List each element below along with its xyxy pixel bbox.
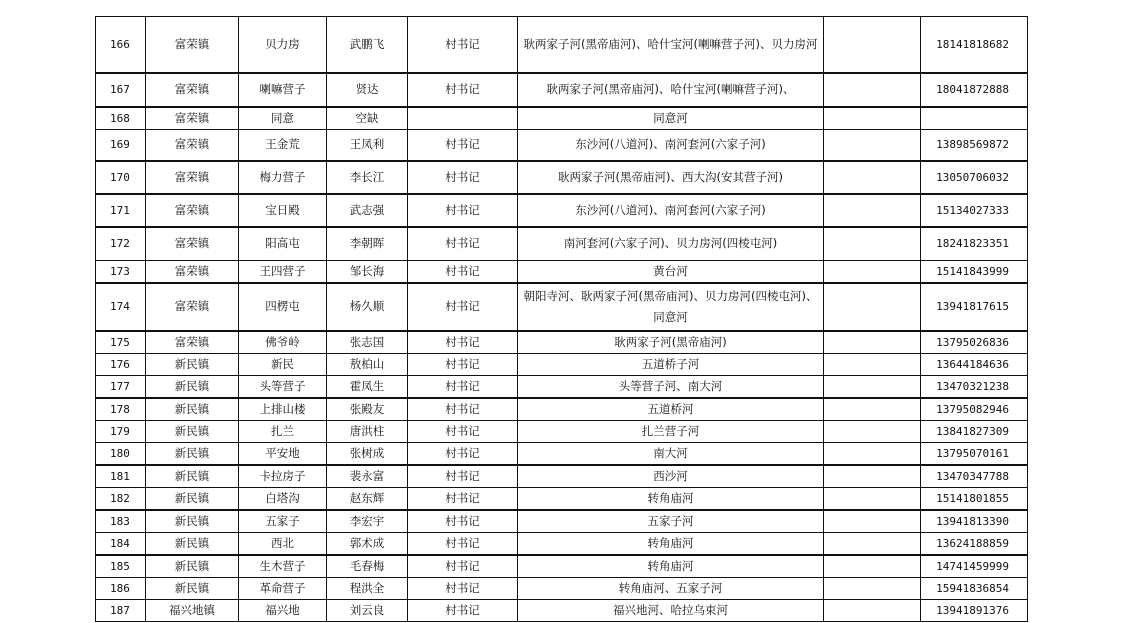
note-cell bbox=[824, 487, 921, 510]
town-cell: 新民镇 bbox=[146, 420, 239, 442]
note-cell bbox=[824, 599, 921, 621]
table-body bbox=[96, 17, 1028, 622]
position-cell: 村书记 bbox=[408, 555, 518, 578]
rivers-cell: 头等营子河、南大河 bbox=[518, 375, 824, 398]
note-cell bbox=[824, 532, 921, 555]
phone-cell: 13898569872 bbox=[921, 129, 1028, 161]
town-cell: 新民镇 bbox=[146, 555, 239, 578]
position-cell: 村书记 bbox=[408, 577, 518, 599]
village-cell: 贝力房 bbox=[239, 17, 327, 73]
table-row bbox=[96, 283, 1028, 331]
town-cell: 新民镇 bbox=[146, 442, 239, 465]
table-row bbox=[96, 420, 1028, 442]
position-cell: 村书记 bbox=[408, 442, 518, 465]
row-number: 187 bbox=[96, 599, 146, 621]
town-cell: 新民镇 bbox=[146, 375, 239, 398]
rivers-cell: 耿两家子河(黑帝庙河) bbox=[518, 331, 824, 354]
note-cell bbox=[824, 283, 921, 331]
rivers-cell: 耿两家子河(黑帝庙河)、西大沟(安其营子河) bbox=[518, 161, 824, 194]
phone-cell bbox=[921, 107, 1028, 130]
rivers-cell: 福兴地河、哈拉乌束河 bbox=[518, 599, 824, 621]
position-cell: 村书记 bbox=[408, 599, 518, 621]
name-cell: 李朝晖 bbox=[327, 227, 408, 260]
row-number: 180 bbox=[96, 442, 146, 465]
note-cell bbox=[824, 353, 921, 375]
position-cell: 村书记 bbox=[408, 194, 518, 227]
town-cell: 新民镇 bbox=[146, 532, 239, 555]
row-number: 171 bbox=[96, 194, 146, 227]
position-cell bbox=[408, 107, 518, 130]
table-row bbox=[96, 73, 1028, 107]
name-cell: 邹长海 bbox=[327, 260, 408, 283]
table-row bbox=[96, 510, 1028, 533]
phone-cell: 13941817615 bbox=[921, 283, 1028, 331]
rivers-cell: 耿两家子河(黑帝庙河)、哈什宝河(喇嘛营子河)、贝力房河 bbox=[518, 17, 824, 73]
row-number: 166 bbox=[96, 17, 146, 73]
name-cell: 武鹏飞 bbox=[327, 17, 408, 73]
note-cell bbox=[824, 577, 921, 599]
row-number: 167 bbox=[96, 73, 146, 107]
row-number: 176 bbox=[96, 353, 146, 375]
position-cell: 村书记 bbox=[408, 17, 518, 73]
name-cell: 霍凤生 bbox=[327, 375, 408, 398]
rivers-cell: 五道桥河 bbox=[518, 398, 824, 421]
rivers-cell: 转角庙河、五家子河 bbox=[518, 577, 824, 599]
phone-cell: 13795070161 bbox=[921, 442, 1028, 465]
name-cell: 王凤利 bbox=[327, 129, 408, 161]
table-row bbox=[96, 353, 1028, 375]
village-cell: 革命营子 bbox=[239, 577, 327, 599]
table-row bbox=[96, 129, 1028, 161]
village-cell: 平安地 bbox=[239, 442, 327, 465]
village-cell: 新民 bbox=[239, 353, 327, 375]
position-cell: 村书记 bbox=[408, 398, 518, 421]
note-cell bbox=[824, 107, 921, 130]
row-number: 179 bbox=[96, 420, 146, 442]
village-cell: 同意 bbox=[239, 107, 327, 130]
note-cell bbox=[824, 442, 921, 465]
table-row bbox=[96, 260, 1028, 283]
town-cell: 新民镇 bbox=[146, 510, 239, 533]
name-cell: 空缺 bbox=[327, 107, 408, 130]
rivers-cell: 黄台河 bbox=[518, 260, 824, 283]
note-cell bbox=[824, 161, 921, 194]
position-cell: 村书记 bbox=[408, 510, 518, 533]
name-cell: 裴永富 bbox=[327, 465, 408, 488]
table-row bbox=[96, 555, 1028, 578]
table-row bbox=[96, 227, 1028, 260]
phone-cell: 15141843999 bbox=[921, 260, 1028, 283]
rivers-cell: 朝阳寺河、耿两家子河(黑帝庙河)、贝力房河(四棱屯河)、同意河 bbox=[518, 283, 824, 331]
position-cell: 村书记 bbox=[408, 161, 518, 194]
town-cell: 富荣镇 bbox=[146, 194, 239, 227]
row-number: 177 bbox=[96, 375, 146, 398]
note-cell bbox=[824, 227, 921, 260]
rivers-cell: 转角庙河 bbox=[518, 555, 824, 578]
rivers-cell: 转角庙河 bbox=[518, 532, 824, 555]
phone-cell: 18141818682 bbox=[921, 17, 1028, 73]
position-cell: 村书记 bbox=[408, 331, 518, 354]
row-number: 175 bbox=[96, 331, 146, 354]
note-cell bbox=[824, 73, 921, 107]
village-cell: 卡拉房子 bbox=[239, 465, 327, 488]
row-number: 174 bbox=[96, 283, 146, 331]
name-cell: 杨久顺 bbox=[327, 283, 408, 331]
village-cell: 五家子 bbox=[239, 510, 327, 533]
table-row bbox=[96, 398, 1028, 421]
phone-cell: 13050706032 bbox=[921, 161, 1028, 194]
name-cell: 唐洪柱 bbox=[327, 420, 408, 442]
town-cell: 新民镇 bbox=[146, 577, 239, 599]
village-cell: 白塔沟 bbox=[239, 487, 327, 510]
town-cell: 富荣镇 bbox=[146, 331, 239, 354]
rivers-cell: 西沙河 bbox=[518, 465, 824, 488]
name-cell: 武志强 bbox=[327, 194, 408, 227]
phone-cell: 15134027333 bbox=[921, 194, 1028, 227]
note-cell bbox=[824, 194, 921, 227]
position-cell: 村书记 bbox=[408, 129, 518, 161]
table-row bbox=[96, 194, 1028, 227]
row-number: 172 bbox=[96, 227, 146, 260]
phone-cell: 14741459999 bbox=[921, 555, 1028, 578]
table-row bbox=[96, 599, 1028, 621]
phone-cell: 13624188859 bbox=[921, 532, 1028, 555]
position-cell: 村书记 bbox=[408, 487, 518, 510]
note-cell bbox=[824, 420, 921, 442]
phone-cell: 13795026836 bbox=[921, 331, 1028, 354]
town-cell: 新民镇 bbox=[146, 487, 239, 510]
name-cell: 李长江 bbox=[327, 161, 408, 194]
table-row bbox=[96, 577, 1028, 599]
rivers-cell: 同意河 bbox=[518, 107, 824, 130]
name-cell: 贤达 bbox=[327, 73, 408, 107]
row-number: 170 bbox=[96, 161, 146, 194]
phone-cell: 15141801855 bbox=[921, 487, 1028, 510]
rivers-cell: 东沙河(八道河)、南河套河(六家子河) bbox=[518, 129, 824, 161]
name-cell: 张殿友 bbox=[327, 398, 408, 421]
phone-cell: 13941891376 bbox=[921, 599, 1028, 621]
table-row bbox=[96, 487, 1028, 510]
village-cell: 生木营子 bbox=[239, 555, 327, 578]
row-number: 182 bbox=[96, 487, 146, 510]
rivers-cell: 东沙河(八道河)、南河套河(六家子河) bbox=[518, 194, 824, 227]
village-cell: 西北 bbox=[239, 532, 327, 555]
note-cell bbox=[824, 260, 921, 283]
rivers-cell: 南大河 bbox=[518, 442, 824, 465]
town-cell: 富荣镇 bbox=[146, 73, 239, 107]
note-cell bbox=[824, 129, 921, 161]
name-cell: 郭术成 bbox=[327, 532, 408, 555]
town-cell: 富荣镇 bbox=[146, 17, 239, 73]
row-number: 181 bbox=[96, 465, 146, 488]
rivers-cell: 五家子河 bbox=[518, 510, 824, 533]
table-row bbox=[96, 17, 1028, 73]
town-cell: 新民镇 bbox=[146, 398, 239, 421]
note-cell bbox=[824, 375, 921, 398]
town-cell: 富荣镇 bbox=[146, 283, 239, 331]
row-number: 178 bbox=[96, 398, 146, 421]
table-row bbox=[96, 331, 1028, 354]
row-number: 186 bbox=[96, 577, 146, 599]
phone-cell: 13644184636 bbox=[921, 353, 1028, 375]
town-cell: 富荣镇 bbox=[146, 161, 239, 194]
phone-cell: 13470321238 bbox=[921, 375, 1028, 398]
name-cell: 毛春梅 bbox=[327, 555, 408, 578]
position-cell: 村书记 bbox=[408, 532, 518, 555]
rivers-cell: 转角庙河 bbox=[518, 487, 824, 510]
town-cell: 新民镇 bbox=[146, 353, 239, 375]
row-number: 173 bbox=[96, 260, 146, 283]
note-cell bbox=[824, 465, 921, 488]
phone-cell: 18041872888 bbox=[921, 73, 1028, 107]
town-cell: 福兴地镇 bbox=[146, 599, 239, 621]
name-cell: 程洪全 bbox=[327, 577, 408, 599]
table-row bbox=[96, 532, 1028, 555]
rivers-cell: 五道桥子河 bbox=[518, 353, 824, 375]
town-cell: 富荣镇 bbox=[146, 260, 239, 283]
phone-cell: 15941836854 bbox=[921, 577, 1028, 599]
position-cell: 村书记 bbox=[408, 73, 518, 107]
phone-cell: 13841827309 bbox=[921, 420, 1028, 442]
position-cell: 村书记 bbox=[408, 465, 518, 488]
phone-cell: 18241823351 bbox=[921, 227, 1028, 260]
note-cell bbox=[824, 555, 921, 578]
table-row bbox=[96, 465, 1028, 488]
name-cell: 赵东辉 bbox=[327, 487, 408, 510]
village-cell: 王四营子 bbox=[239, 260, 327, 283]
row-number: 184 bbox=[96, 532, 146, 555]
row-number: 169 bbox=[96, 129, 146, 161]
village-cell: 福兴地 bbox=[239, 599, 327, 621]
name-cell: 刘云良 bbox=[327, 599, 408, 621]
town-cell: 富荣镇 bbox=[146, 227, 239, 260]
note-cell bbox=[824, 17, 921, 73]
position-cell: 村书记 bbox=[408, 260, 518, 283]
town-cell: 富荣镇 bbox=[146, 107, 239, 130]
name-cell: 张树成 bbox=[327, 442, 408, 465]
note-cell bbox=[824, 331, 921, 354]
table-row bbox=[96, 107, 1028, 130]
rivers-cell: 耿两家子河(黑帝庙河)、哈什宝河(喇嘛营子河)、 bbox=[518, 73, 824, 107]
village-cell: 上排山楼 bbox=[239, 398, 327, 421]
village-cell: 扎兰 bbox=[239, 420, 327, 442]
name-cell: 敖柏山 bbox=[327, 353, 408, 375]
village-cell: 喇嘛营子 bbox=[239, 73, 327, 107]
row-number: 168 bbox=[96, 107, 146, 130]
village-cell: 头等营子 bbox=[239, 375, 327, 398]
village-cell: 佛爷岭 bbox=[239, 331, 327, 354]
phone-cell: 13941813390 bbox=[921, 510, 1028, 533]
note-cell bbox=[824, 510, 921, 533]
name-cell: 张志国 bbox=[327, 331, 408, 354]
row-number: 183 bbox=[96, 510, 146, 533]
position-cell: 村书记 bbox=[408, 283, 518, 331]
name-cell: 李宏宇 bbox=[327, 510, 408, 533]
table-row bbox=[96, 375, 1028, 398]
village-cell: 梅力营子 bbox=[239, 161, 327, 194]
position-cell: 村书记 bbox=[408, 420, 518, 442]
row-number: 185 bbox=[96, 555, 146, 578]
position-cell: 村书记 bbox=[408, 227, 518, 260]
rivers-cell: 南河套河(六家子河)、贝力房河(四棱屯河) bbox=[518, 227, 824, 260]
village-cell: 宝日殿 bbox=[239, 194, 327, 227]
position-cell: 村书记 bbox=[408, 353, 518, 375]
town-cell: 新民镇 bbox=[146, 465, 239, 488]
village-cell: 阳高屯 bbox=[239, 227, 327, 260]
village-cell: 王金荒 bbox=[239, 129, 327, 161]
phone-cell: 13795082946 bbox=[921, 398, 1028, 421]
rivers-cell: 扎兰营子河 bbox=[518, 420, 824, 442]
river-chief-table bbox=[95, 16, 1028, 622]
note-cell bbox=[824, 398, 921, 421]
position-cell: 村书记 bbox=[408, 375, 518, 398]
table-row bbox=[96, 161, 1028, 194]
village-cell: 四楞屯 bbox=[239, 283, 327, 331]
town-cell: 富荣镇 bbox=[146, 129, 239, 161]
table-row bbox=[96, 442, 1028, 465]
phone-cell: 13470347788 bbox=[921, 465, 1028, 488]
